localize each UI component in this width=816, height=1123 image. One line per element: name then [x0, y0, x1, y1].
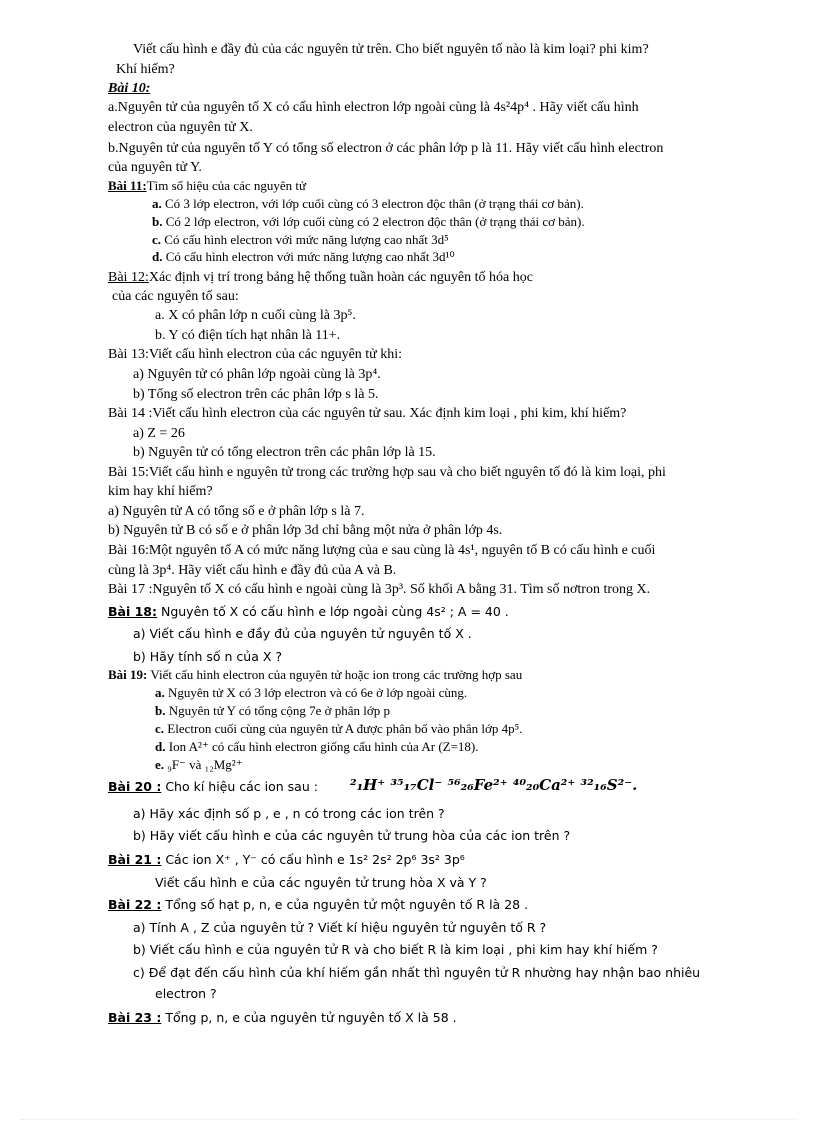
text-line: Khí hiếm? — [116, 62, 175, 77]
text-line: c) Để đạt đến cấu hình của khí hiếm gần nhất thì nguyên tử R nhường hay nhận bao nhiêu — [133, 965, 701, 980]
exercise-line — [108, 666, 522, 684]
text-line: cùng là 3p⁴. Hãy viết cấu hình e đầy đủ của A và B. — [108, 563, 397, 578]
text-line: a) Hãy xác định số p , e , n có trong các ion trên ? — [133, 806, 445, 821]
exercise-heading: Bài 22 : — [108, 897, 162, 912]
exercise-line — [108, 177, 306, 195]
page-edge-divider — [20, 1119, 796, 1120]
list-item — [155, 756, 243, 774]
text-line: a) Z = 26 — [133, 426, 185, 441]
text-line: a) Nguyên tử có phân lớp ngoài cùng là 3p⁴. — [133, 367, 381, 382]
text-line: Bài 17 :Nguyên tố X có cấu hình e ngoài cùng là 3p³. Số khối A bằng 31. Tìm số nơtron trong X. — [108, 582, 651, 597]
text-line: Viết cấu hình electron của nguyên tử hoặc ion trong các trường hợp sau — [147, 667, 523, 682]
text-line: a) Viết cấu hình e đầy đủ của nguyên tử nguyên tố X . — [133, 626, 472, 641]
exercise-heading: Bài 20 : — [108, 779, 162, 794]
list-item — [152, 248, 455, 266]
list-marker: b. — [155, 703, 169, 718]
list-item — [152, 213, 585, 231]
text-line: b) Nguyên tử B có số e ở phân lớp 3d chỉ bằng một nửa ở phân lớp 4s. — [108, 523, 503, 538]
text-line: của nguyên tử Y. — [108, 160, 202, 175]
text-line: Tổng p, n, e của nguyên tử nguyên tố X là 58 . — [161, 1010, 457, 1025]
text-line: Có 3 lớp electron, với lớp cuối cùng có 3 electron độc thân (ở trạng thái cơ bản). — [165, 196, 584, 211]
exercise-line — [108, 1009, 457, 1027]
text-line: Các ion X⁺ , Y⁻ có cấu hình e 1s² 2s² 2p⁶ 3s² 3p⁶ — [161, 852, 465, 867]
text-line: Viết cấu hình e của các nguyên tử trung hòa X và Y ? — [155, 875, 487, 890]
text-line: a) Tính A , Z của nguyên tử ? Viết kí hiệu nguyên tử nguyên tố R ? — [133, 920, 547, 935]
text-line: b) Hãy tính số n của X ? — [133, 649, 283, 664]
exercise-heading: Bài 19: — [108, 667, 148, 682]
exercise-line — [108, 851, 465, 869]
list-marker: d. — [152, 249, 166, 264]
text-line: Bài 16:Một nguyên tố A có mức năng lượng của e sau cùng là 4s¹, nguyên tố B có cấu hình e cuối — [108, 543, 656, 558]
list-item — [155, 702, 390, 720]
list-marker: a. — [155, 685, 168, 700]
text-line: b) Tổng số electron trên các phân lớp s là 5. — [133, 387, 379, 402]
list-marker: d. — [155, 739, 169, 754]
text-line: Nguyên tử X có 3 lớp electron và có 6e ở lớp ngoài cùng. — [168, 685, 468, 700]
exercise-heading: Bài 21 : — [108, 852, 162, 867]
text-line: Xác định vị trí trong bảng hệ thống tuần hoàn các nguyên tố hóa học — [148, 270, 533, 285]
text-line: Electron cuối cùng của nguyên tử A được phân bố vào phân lớp 4p⁵. — [167, 721, 523, 736]
list-marker: e. — [155, 757, 168, 772]
text-line: Viết cấu hình e đầy đủ của các nguyên tử trên. Cho biết nguyên tố nào là kim loại? phi kim? — [133, 42, 649, 57]
exercise-heading: Bài 10: — [108, 81, 151, 96]
exercise-heading: Bài 18: — [108, 604, 157, 619]
text-line: Ion A²⁺ có cấu hình electron giống cấu hình của Ar (Z=18). — [168, 739, 479, 754]
text-line: của các nguyên tố sau: — [112, 289, 239, 304]
text-line: Có cấu hình electron với mức năng lượng cao nhất 3d⁵ — [164, 232, 449, 247]
exercise-heading: Bài 12: — [108, 270, 149, 285]
text-line: b) Hãy viết cấu hình e của các nguyên tử trung hòa của các ion trên ? — [133, 828, 571, 843]
exercise-heading: Bài 23 : — [108, 1010, 162, 1025]
exercise-line — [108, 778, 318, 796]
text-line: Có 2 lớp electron, với lớp cuối cùng có 2 electron độc thân (ở trạng thái cơ bản). — [165, 214, 585, 229]
text-line: a) Nguyên tử A có tổng số e ở phân lớp s là 7. — [108, 504, 365, 519]
list-item — [155, 684, 467, 702]
text-line: Nguyên tử Y có tổng cộng 7e ở phân lớp p — [168, 703, 391, 718]
text-line: Bài 15:Viết cấu hình e nguyên tử trong các trường hợp sau và cho biết nguyên tố đó là kim loại, phi — [108, 465, 666, 480]
text-line: Bài 14 :Viết cấu hình electron của các nguyên tử sau. Xác định kim loại , phi kim, khí hiếm? — [108, 406, 627, 421]
list-item — [152, 231, 449, 249]
exercise-line — [108, 603, 509, 621]
exercise-heading: Bài 11: — [108, 178, 147, 193]
text-line: a.Nguyên tử của nguyên tố X có cấu hình electron lớp ngoài cùng là 4s²4p⁴ . Hãy viết cấu hình — [108, 100, 639, 115]
list-item — [152, 195, 584, 213]
text-line: b) Nguyên tử có tổng electron trên các phân lớp là 15. — [133, 445, 436, 460]
exercise-line — [108, 269, 533, 287]
text-line: Tổng số hạt p, n, e của nguyên tử một nguyên tố R là 28 . — [161, 897, 529, 912]
list-marker: b. — [152, 214, 166, 229]
list-item — [155, 720, 522, 738]
text-line: Tìm số hiệu của các nguyên tử — [146, 178, 307, 193]
text-line: Cho kí hiệu các ion sau : — [161, 779, 318, 794]
text-line: a. X có phân lớp n cuối cùng là 3p⁵. — [155, 308, 356, 323]
exercise-line — [108, 896, 528, 914]
text-line: Nguyên tố X có cấu hình e lớp ngoài cùng 4s² ; A = 40 . — [157, 604, 509, 619]
text-line: electron của nguyên tử X. — [108, 120, 253, 135]
text-line: b) Viết cấu hình e của nguyên tử R và cho biết R là kim loại , phi kim hay khí hiếm ? — [133, 942, 658, 957]
list-item — [155, 738, 479, 756]
text-line: electron ? — [155, 986, 217, 1001]
list-marker: c. — [152, 232, 165, 247]
text-line: Bài 13:Viết cấu hình electron của các nguyên tử khi: — [108, 347, 403, 362]
text-line: ₉F⁻ và ₁₂Mg²⁺ — [167, 757, 243, 772]
list-marker: a. — [152, 196, 165, 211]
list-marker: c. — [155, 721, 168, 736]
text-line: b. Y có điện tích hạt nhân là 11+. — [155, 328, 341, 343]
text-line: kim hay khí hiếm? — [108, 484, 213, 499]
text-line: b.Nguyên tử của nguyên tố Y có tổng số electron ở các phân lớp p là 11. Hãy viết cấu hình electron — [108, 141, 664, 156]
ion-symbols: ²₁H⁺ ³⁵₁₇Cl⁻ ⁵⁶₂₆Fe²⁺ ⁴⁰₂₀Ca²⁺ ³²₁₆S²⁻. — [350, 776, 638, 794]
text-line: Có cấu hình electron với mức năng lượng cao nhất 3d¹⁰ — [165, 249, 455, 264]
